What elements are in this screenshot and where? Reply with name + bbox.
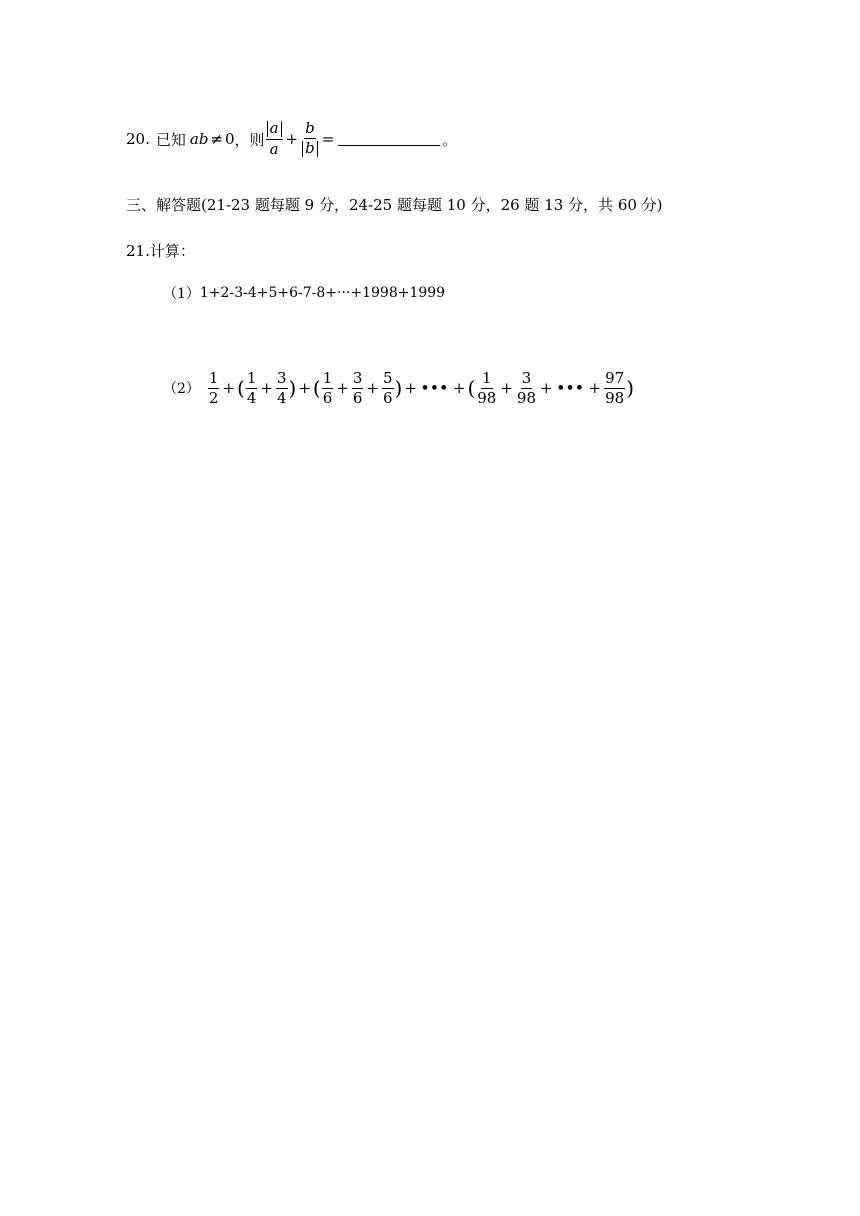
plus-sign: + (404, 379, 417, 397)
plus-sign: + (336, 379, 349, 397)
equals-sign: = (321, 130, 335, 148)
fraction-3-98: $\frac{3}{98}$ (516, 368, 537, 407)
answer-blank (338, 133, 440, 146)
fraction-1-98: $\frac{1}{98}$ (477, 368, 497, 407)
not-equal-sign: ≠ (210, 130, 223, 148)
plus-sign: + (588, 379, 602, 397)
fraction-3-6: $\frac{3}{6}$ (352, 368, 363, 407)
numerator-b: b (305, 119, 315, 138)
part-2-label: （2） (163, 381, 200, 397)
section-heading (126, 193, 663, 215)
question-20 (126, 117, 457, 161)
fraction-1-4: $\frac{1}{4}$ (246, 368, 257, 407)
end-mark: 。 (442, 130, 458, 149)
plus-sign: + (298, 379, 311, 397)
left-paren: ( (467, 376, 476, 400)
plus-sign: + (540, 379, 553, 397)
right-paren: ) (288, 376, 297, 400)
question-21-part-1 (163, 283, 445, 303)
plus-sign: + (366, 379, 379, 397)
question-21-title-text: 21.计算： (126, 241, 195, 260)
question-21-title (126, 239, 195, 261)
fraction-97-98: $\frac{97}{98}$ (605, 368, 625, 407)
variable-ab: ab (189, 130, 209, 148)
denominator-a: a (269, 139, 279, 158)
right-paren: ) (626, 376, 635, 400)
section-heading-text: 三、解答题(21-23 题每题 9 分，24-25 题每题 10 分，26 题 13 分，共 60 分) (126, 195, 663, 214)
left-paren: ( (312, 376, 321, 400)
part-1-label: （1） (163, 286, 200, 302)
fraction-5-6: $\frac{5}{6}$ (382, 368, 393, 407)
right-paren: ) (394, 376, 403, 400)
abs-a: a (267, 121, 282, 137)
left-paren: ( (237, 376, 245, 400)
ellipsis-dots: ••• (556, 380, 585, 396)
then-text: ，则 (234, 130, 265, 149)
given-text: 已知 (155, 130, 186, 149)
plus-sign: + (260, 379, 273, 397)
ellipsis-dots: ••• (420, 380, 449, 396)
question-number: 20. (126, 130, 150, 148)
abs-b: b (302, 141, 318, 157)
fraction-abs-a-over-a (266, 121, 283, 157)
fraction-3-4: $\frac{3}{4}$ (276, 368, 287, 407)
plus-sign: + (500, 379, 513, 397)
question-21-part-2 (163, 366, 634, 410)
fraction-b-over-abs-b (301, 121, 319, 157)
plus-sign: + (285, 130, 299, 148)
fraction-1-6: $\frac{1}{6}$ (322, 368, 333, 407)
zero: 0 (225, 130, 235, 148)
fraction-1-2: $\frac{1}{2}$ (208, 368, 219, 407)
plus-sign: + (222, 379, 236, 397)
part-1-expression: 1+2-3-4+5+6-7-8+···+1998+1999 (199, 285, 446, 301)
plus-sign: + (452, 379, 466, 397)
